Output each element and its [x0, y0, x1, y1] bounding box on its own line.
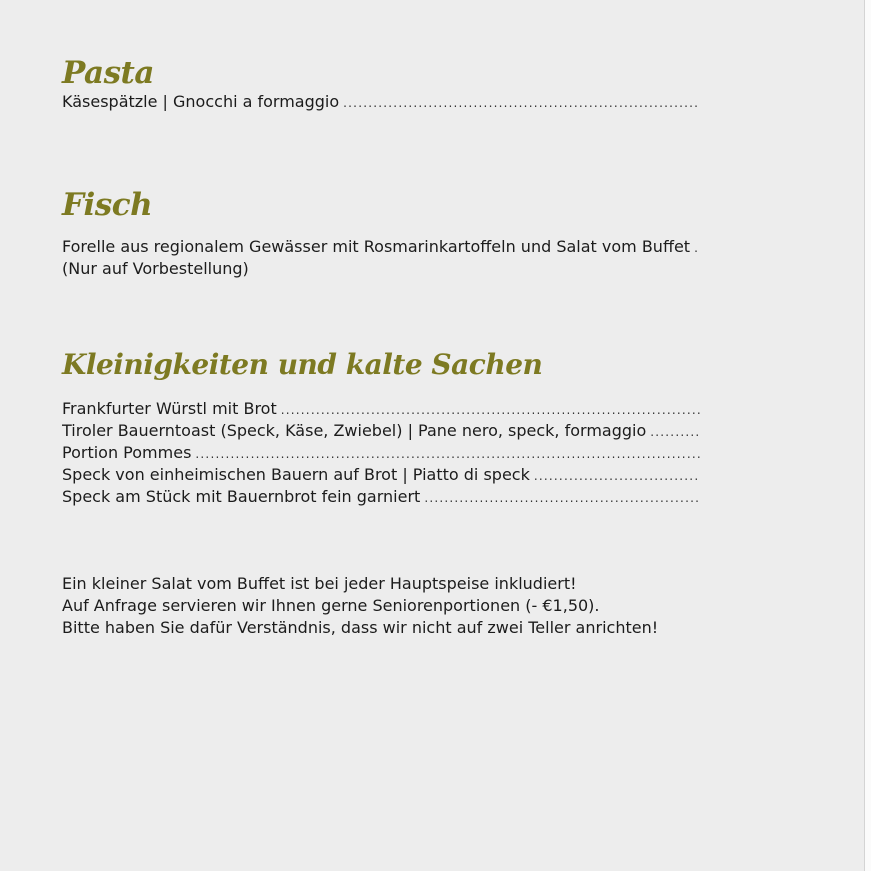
footer-note: Auf Anfrage servieren wir Ihnen gerne Seniorenportionen (- €1,50).: [62, 596, 600, 615]
dish-name: Forelle aus regionalem Gewässer mit Rosmarinkartoffeln und Salat vom Buffet: [62, 237, 691, 256]
dot-leader: [694, 241, 700, 255]
page-edge: [864, 0, 871, 871]
menu-item: [62, 92, 700, 114]
menu-item: [62, 487, 700, 509]
dot-leader: [195, 447, 700, 461]
footer-note: Ein kleiner Salat vom Buffet ist bei jeder Hauptspeise inkludiert!: [62, 574, 577, 593]
footer-note: Bitte haben Sie dafür Verständnis, dass wir nicht auf zwei Teller anrichten!: [62, 618, 659, 637]
menu-item-note: (Nur auf Vorbestellung): [62, 259, 249, 278]
menu-item: [62, 465, 700, 487]
dish-name: Portion Pommes: [62, 443, 192, 462]
menu-list-fisch: [62, 237, 700, 281]
dot-leader: [281, 403, 700, 417]
section-title-fisch: Fisch: [62, 187, 153, 223]
dot-leader: [650, 425, 700, 439]
dot-leader: [534, 469, 700, 483]
section-title-kleinigkeiten: Kleinigkeiten und kalte Sachen: [62, 348, 543, 381]
dish-name: Frankfurter Würstl mit Brot: [62, 399, 277, 418]
menu-item: [62, 443, 700, 465]
dish-name: Tiroler Bauerntoast (Speck, Käse, Zwiebel) | Pane nero, speck, formaggio: [62, 421, 647, 440]
menu-item: [62, 237, 700, 259]
footer-notes: [62, 574, 702, 640]
dot-leader: [424, 491, 700, 505]
menu-item: [62, 421, 700, 443]
menu-item: [62, 399, 700, 421]
dish-name: Speck am Stück mit Bauernbrot fein garniert: [62, 487, 421, 506]
dot-leader: [343, 96, 700, 110]
menu-list-kleinigkeiten: [62, 399, 700, 509]
menu-list-pasta: [62, 92, 700, 114]
dish-name: Speck von einheimischen Bauern auf Brot | Piatto di speck: [62, 465, 530, 484]
dish-name: Käsespätzle | Gnocchi a formaggio: [62, 92, 340, 111]
section-title-pasta: Pasta: [62, 55, 154, 91]
